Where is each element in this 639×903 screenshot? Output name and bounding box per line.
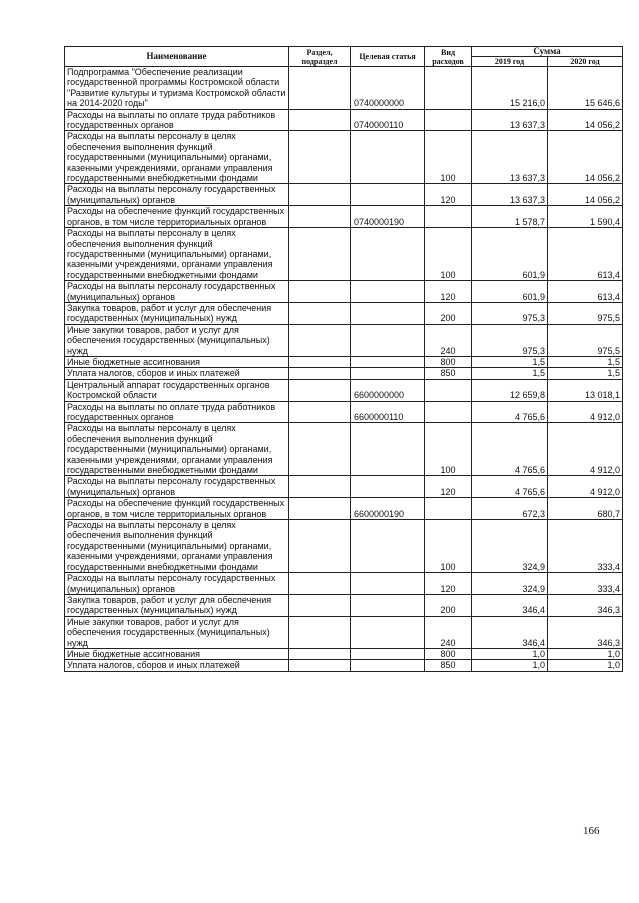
row-section-cell [289,368,351,379]
row-value-2020-cell: 333,4 [548,573,623,595]
row-value-2020-cell: 14 056,2 [548,109,623,131]
row-value-2019-cell: 346,4 [472,594,548,616]
row-value-2019-cell: 601,9 [472,281,548,303]
row-value-2019-cell: 15 216,0 [472,67,548,110]
row-value-2019-cell: 975,3 [472,324,548,356]
table-row [65,648,623,659]
row-value-2020-cell: 1,5 [548,356,623,367]
row-kind-cell: 850 [425,660,472,671]
row-value-2019-cell: 4 765,6 [472,423,548,476]
row-target-cell [351,228,425,281]
table-row [65,281,623,303]
row-value-2020-cell: 4 912,0 [548,401,623,423]
row-section-cell [289,302,351,324]
row-target-cell [351,660,425,671]
row-section-cell [289,109,351,131]
table-row [65,476,623,498]
row-section-cell [289,594,351,616]
row-kind-cell [425,401,472,423]
table-row [65,401,623,423]
row-kind-cell: 100 [425,131,472,184]
row-name-cell: Расходы на обеспечение функций государственных органов, в том числе территориальных органов [65,498,289,520]
table-row [65,368,623,379]
row-value-2019-cell: 346,4 [472,616,548,648]
row-section-cell [289,281,351,303]
row-kind-cell: 800 [425,356,472,367]
row-value-2019-cell: 13 637,3 [472,109,548,131]
row-kind-cell [425,379,472,401]
header-sum: Сумма [472,47,623,57]
table-row [65,616,623,648]
row-target-cell [351,573,425,595]
row-section-cell [289,660,351,671]
page-number: 166 [583,825,600,837]
row-target-cell [351,368,425,379]
table-row [65,131,623,184]
row-name-cell: Расходы на выплаты по оплате труда работников государственных органов [65,401,289,423]
budget-table-sheet [64,46,622,672]
row-section-cell [289,184,351,206]
table-row [65,356,623,367]
table-row [65,109,623,131]
row-name-cell: Закупка товаров, работ и услуг для обеспечения государственных (муниципальных) нужд [65,302,289,324]
table-row [65,302,623,324]
row-section-cell [289,131,351,184]
header-kind: Вид расходов [425,47,472,67]
row-name-cell: Закупка товаров, работ и услуг для обеспечения государственных (муниципальных) нужд [65,594,289,616]
row-value-2020-cell: 13 018,1 [548,379,623,401]
row-kind-cell: 240 [425,324,472,356]
row-kind-cell [425,109,472,131]
row-value-2020-cell: 1,5 [548,368,623,379]
row-value-2020-cell: 613,4 [548,228,623,281]
table-body [65,67,623,672]
row-target-cell [351,476,425,498]
header-target: Целевая статья [351,47,425,67]
row-value-2020-cell: 975,5 [548,302,623,324]
row-value-2019-cell: 324,9 [472,520,548,573]
row-name-cell: Иные бюджетные ассигнования [65,648,289,659]
row-name-cell: Иные закупки товаров, работ и услуг для обеспечения государственных (муниципальных) нужд [65,616,289,648]
row-value-2020-cell: 1 590,4 [548,206,623,228]
row-target-cell: 6600000190 [351,498,425,520]
row-value-2020-cell: 14 056,2 [548,131,623,184]
row-kind-cell: 240 [425,616,472,648]
row-value-2020-cell: 613,4 [548,281,623,303]
row-kind-cell: 100 [425,520,472,573]
row-value-2019-cell: 1,0 [472,648,548,659]
row-target-cell [351,302,425,324]
table-row [65,660,623,671]
row-value-2019-cell: 1,0 [472,660,548,671]
row-kind-cell: 850 [425,368,472,379]
row-section-cell [289,573,351,595]
row-name-cell: Иные бюджетные ассигнования [65,356,289,367]
table-row [65,520,623,573]
row-name-cell: Расходы на выплаты по оплате труда работников государственных органов [65,109,289,131]
row-kind-cell: 200 [425,594,472,616]
row-section-cell [289,379,351,401]
table-row [65,67,623,110]
row-value-2020-cell: 680,7 [548,498,623,520]
row-section-cell [289,423,351,476]
table-row [65,228,623,281]
row-section-cell [289,206,351,228]
row-target-cell [351,616,425,648]
row-kind-cell: 100 [425,423,472,476]
row-value-2019-cell: 975,3 [472,302,548,324]
row-kind-cell [425,67,472,110]
row-name-cell: Уплата налогов, сборов и иных платежей [65,368,289,379]
row-kind-cell: 800 [425,648,472,659]
header-year-2020: 2020 год [548,57,623,67]
row-value-2020-cell: 346,3 [548,616,623,648]
table-row [65,423,623,476]
row-value-2020-cell: 1,0 [548,648,623,659]
row-name-cell: Расходы на выплаты персоналу в целях обеспечения выполнения функций государственными (муниципальными) органами, казенными учреждениями, органами управления государственными внебюджетными фондами [65,423,289,476]
row-section-cell [289,67,351,110]
row-kind-cell: 120 [425,573,472,595]
table-row [65,184,623,206]
row-target-cell [351,184,425,206]
row-name-cell: Расходы на обеспечение функций государственных органов, в том числе территориальных органов [65,206,289,228]
row-target-cell: 0740000110 [351,109,425,131]
table-row [65,573,623,595]
row-name-cell: Расходы на выплаты персоналу в целях обеспечения выполнения функций государственными (муниципальными) органами, казенными учреждениями, органами управления государственными внебюджетными фондами [65,520,289,573]
row-name-cell: Иные закупки товаров, работ и услуг для обеспечения государственных (муниципальных) нужд [65,324,289,356]
row-value-2019-cell: 672,3 [472,498,548,520]
table-row [65,498,623,520]
row-target-cell [351,423,425,476]
table-row [65,379,623,401]
header-section: Раздел, подраздел [289,47,351,67]
row-section-cell [289,356,351,367]
row-name-cell: Расходы на выплаты персоналу государственных (муниципальных) органов [65,476,289,498]
row-kind-cell: 120 [425,184,472,206]
row-target-cell [351,594,425,616]
row-value-2020-cell: 4 912,0 [548,476,623,498]
header-name: Наименование [65,47,289,67]
row-section-cell [289,476,351,498]
row-section-cell [289,401,351,423]
header-year-2019: 2019 год [472,57,548,67]
row-target-cell [351,324,425,356]
row-section-cell [289,648,351,659]
row-kind-cell: 120 [425,281,472,303]
row-value-2020-cell: 975,5 [548,324,623,356]
row-name-cell: Уплата налогов, сборов и иных платежей [65,660,289,671]
row-name-cell: Расходы на выплаты персоналу государственных (муниципальных) органов [65,573,289,595]
table-header [65,47,623,67]
row-value-2019-cell: 12 659,8 [472,379,548,401]
row-section-cell [289,498,351,520]
row-name-cell: Расходы на выплаты персоналу государственных (муниципальных) органов [65,281,289,303]
row-value-2019-cell: 13 637,3 [472,184,548,206]
row-value-2019-cell: 4 765,6 [472,401,548,423]
row-value-2019-cell: 1 578,7 [472,206,548,228]
row-value-2020-cell: 15 646,6 [548,67,623,110]
row-value-2020-cell: 4 912,0 [548,423,623,476]
row-target-cell: 0740000190 [351,206,425,228]
row-target-cell: 0740000000 [351,67,425,110]
row-kind-cell: 100 [425,228,472,281]
row-value-2019-cell: 4 765,6 [472,476,548,498]
row-value-2019-cell: 13 637,3 [472,131,548,184]
row-name-cell: Подпрограмма "Обеспечение реализации государственной программы Костромской области "Развитие культуры и туризма Костромской области на 2014-2020 годы" [65,67,289,110]
row-value-2019-cell: 601,9 [472,228,548,281]
row-name-cell: Расходы на выплаты персоналу в целях обеспечения выполнения функций государственными (муниципальными) органами, казенными учреждениями, органами управления государственными внебюджетными фондами [65,228,289,281]
row-target-cell [351,281,425,303]
row-name-cell: Расходы на выплаты персоналу государственных (муниципальных) органов [65,184,289,206]
row-target-cell: 6600000110 [351,401,425,423]
row-kind-cell: 200 [425,302,472,324]
row-target-cell: 6600000000 [351,379,425,401]
row-value-2019-cell: 1,5 [472,356,548,367]
row-section-cell [289,520,351,573]
row-kind-cell [425,498,472,520]
row-section-cell [289,616,351,648]
row-value-2020-cell: 1,0 [548,660,623,671]
row-value-2019-cell: 1,5 [472,368,548,379]
row-kind-cell [425,206,472,228]
row-value-2020-cell: 14 056,2 [548,184,623,206]
table-row [65,594,623,616]
row-target-cell [351,648,425,659]
row-value-2019-cell: 324,9 [472,573,548,595]
row-target-cell [351,520,425,573]
row-target-cell [351,356,425,367]
budget-table [64,46,623,672]
table-row [65,324,623,356]
row-section-cell [289,228,351,281]
row-name-cell: Расходы на выплаты персоналу в целях обеспечения выполнения функций государственными (муниципальными) органами, казенными учреждениями, органами управления государственными внебюджетными фондами [65,131,289,184]
row-value-2020-cell: 346,3 [548,594,623,616]
row-kind-cell: 120 [425,476,472,498]
row-target-cell [351,131,425,184]
row-name-cell: Центральный аппарат государственных органов Костромской области [65,379,289,401]
table-row [65,206,623,228]
row-value-2020-cell: 333,4 [548,520,623,573]
row-section-cell [289,324,351,356]
